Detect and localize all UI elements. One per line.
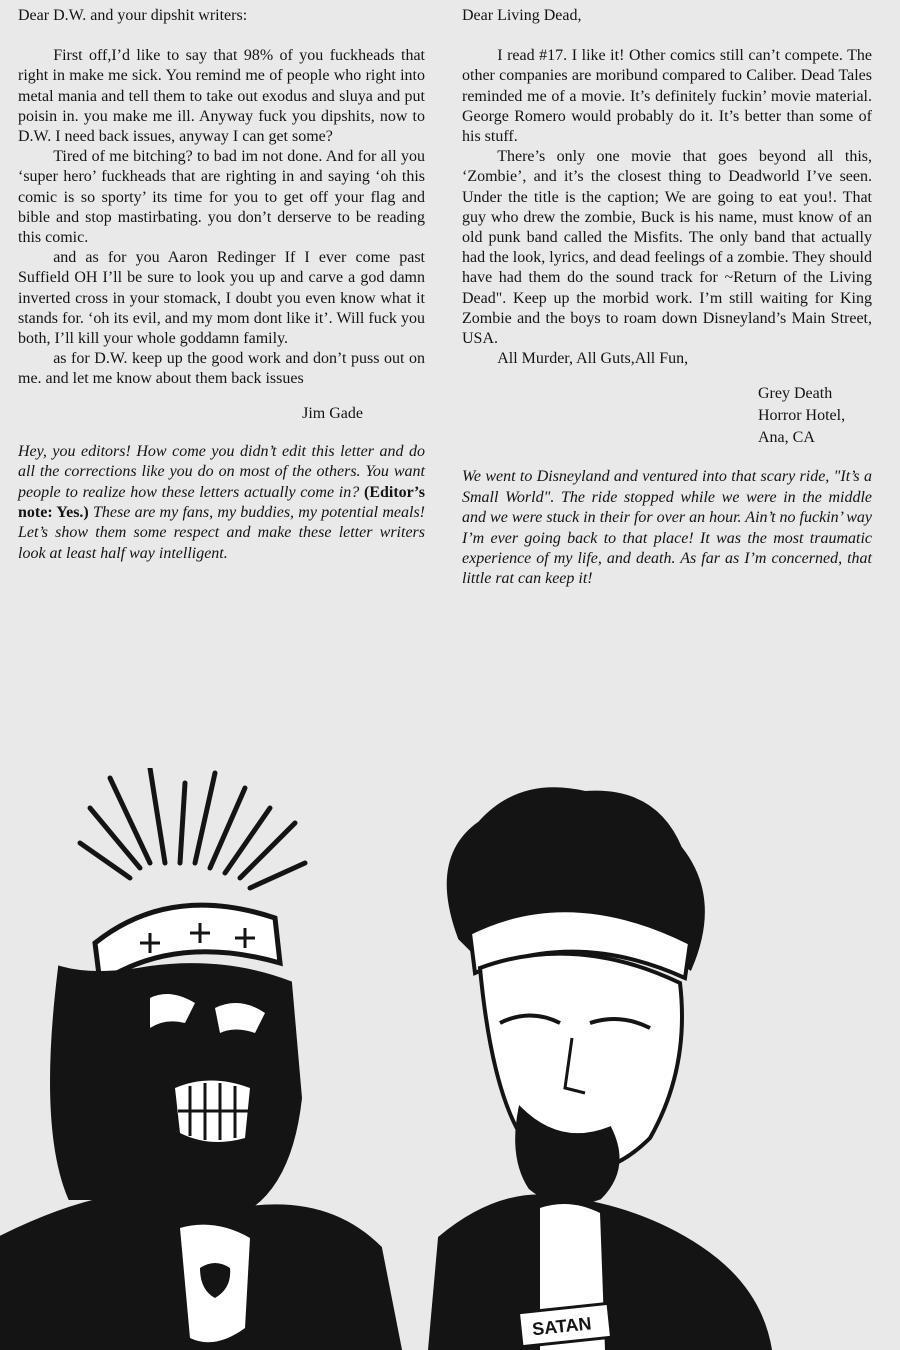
- letter-paragraph: I read #17. I like it! Other comics still can’t compete. The other companies are moribund compared to Caliber. Dead Tales reminded me of a movie. It’s definitely fuckin’ movie material. George Romero would probably do it. It’s better than some of his stuff.: [462, 47, 872, 146]
- letter-signature: Jim Gade: [302, 404, 363, 422]
- letter-signature-block: [758, 383, 872, 449]
- letter-closing: All Murder, All Guts,All Fun,: [497, 350, 689, 368]
- signature-line: Ana, CA: [758, 429, 815, 447]
- zombie-left-hair: [80, 768, 305, 888]
- letter-paragraph: First off,I’d like to say that 98% of you fuckheads that right in make me sick. You remind me of people who right into metal mania and tell them to take out exodus and sluya and put poisin in. you make me ill. Anyway fuck you dipshits, now to D.W. I need back issues, anyway I can get some?: [18, 47, 425, 146]
- satan-patch-label: SATAN: [531, 1313, 593, 1340]
- letter-paragraph: and as for you Aaron Redinger If I ever come past Suffield OH I’ll be sure to look you up and carve a god damn inverted cross in your stomack, I doubt you even know what it stands for. ‘oh its evil, and my mom dont like it’. Will fuck you both, I’ll kill your whole goddamn family.: [18, 249, 425, 348]
- editor-reply-text: Hey, you editors! How come you didn’t edit this letter and do all the corrections like you do on most of the others. You want people to realize how these letters actually come in?: [18, 442, 425, 501]
- letter-salutation: Dear Living Dead,: [462, 7, 582, 24]
- letter-salutation: Dear D.W. and your dipshit writers:: [18, 7, 248, 24]
- editor-reply: [18, 442, 425, 564]
- signature-line: Horror Hotel,: [758, 407, 846, 425]
- zombie-illustration: [0, 768, 900, 1350]
- letters-column-right: [462, 6, 872, 590]
- letters-column-left: [18, 6, 425, 564]
- editor-reply: We went to Disneyland and ventured into that scary ride, "It’s a Small World". The ride stopped while we were in the middle and we were stuck in their for over an hour. Ain’t no fuckin’ way I’m ever going back to that place! It was the most traumatic experience of my life, and death. As far as I’m concerned, that little rat can keep it!: [462, 468, 872, 588]
- letter-paragraph: as for D.W. keep up the good work and don’t puss out on me. and let me know about them back issues: [18, 350, 425, 388]
- editor-reply-text: These are my fans, my buddies, my potential meals! Let’s show them some respect and make these letter writers look at least half way intelligent.: [18, 504, 426, 562]
- signature-name: Grey Death: [758, 385, 833, 403]
- letter-paragraph: Tired of me bitching? to bad im not done. And for all you ‘super hero’ fuckheads that are righting in and saying ‘oh this comic is so sporty’ its time for you to get off your flag and bible and stop mastirbating. you don’t derserve to be reading this comic.: [18, 148, 425, 247]
- letter-paragraph: There’s only one movie that goes beyond all this, ‘Zombie’, and it’s the closest thing to Deadworld I’ve seen. Under the title is the caption; We are going to eat you!. That guy who drew the zombie, Buck is his name, must know of an old punk band called the Misfits. The only band that actually had the look, lyrics, and dead feelings of a zombie. They should have had them do the sound track for ~Return of the Living Dead". Keep up the morbid work. I’m still waiting for King Zombie and the boys to roam down Disneyland’s Main Street, USA.: [462, 148, 872, 348]
- editor-note: (Editor’s note: Yes.): [18, 483, 426, 522]
